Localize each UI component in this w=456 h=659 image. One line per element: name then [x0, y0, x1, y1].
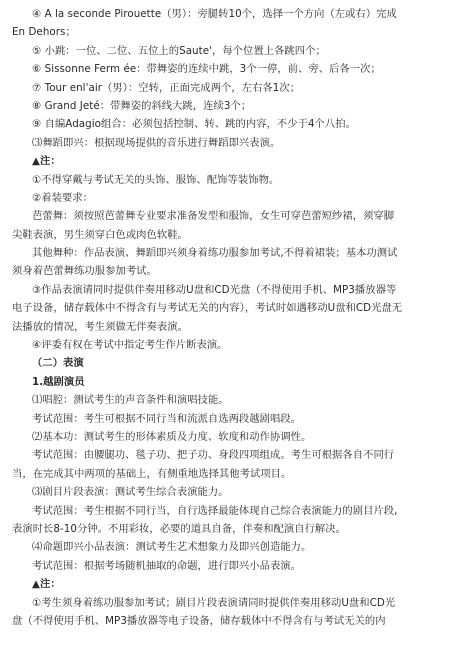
text-line: ▲注：: [32, 155, 61, 168]
text-line: ⑦ Tour enl'air（男）：空转，正面完成两个，左右各1次；: [32, 81, 301, 94]
text-line: 电子设备，储存载体中不得含有与考试无关的内容），考试时如遇移动U盘和CD光盘无: [12, 302, 403, 315]
text-line: ⑶舞蹈即兴：根据现场提供的音乐进行舞蹈即兴表演。: [32, 136, 281, 149]
text-line: 考试范围：根据考场随机抽取的命题，进行即兴小品表演。: [32, 559, 302, 572]
text-line: 芭蕾舞：须按照芭蕾舞专业要求准备发型和服饰，女生可穿芭蕾短纱裙，须穿脚: [32, 210, 395, 223]
text-line: 考试范围：考生根据不同行当，自行选择最能体现自己综合表演能力的剧目片段,: [32, 504, 398, 517]
text-line: ②着装要求：: [32, 191, 94, 204]
text-line: ⑥ Sissonne Ferm ée：带舞姿的连续中跳，3个一停，前、旁、后各一次；: [32, 63, 381, 76]
text-line: 须身着芭蕾舞练功服参加考试。: [12, 265, 157, 278]
text-line: 法播放的情况，考生须做无伴奏表演。: [12, 320, 188, 333]
text-line: 尖鞋表演，男生须穿白色或肉色软鞋。: [12, 228, 188, 241]
text-line: ⑵基本功：测试考生的形体素质及力度、软度和动作协调性。: [32, 430, 312, 443]
text-line: ⑨ 自编Adagio组合：必须包括控制、转、跳的内容，不少于4个八拍。: [32, 118, 356, 131]
text-line: 当，在完成其中两项的基础上，有侧重地选择其他考试项目。: [12, 467, 292, 480]
text-line: ⑴唱腔：测试考生的声音条件和演唱技能。: [32, 394, 229, 407]
text-line: ④ A la seconde Pirouette（男）：旁腿转10个，选择一个方向（左或右）完成: [32, 8, 397, 20]
text-line: ⑶剧目片段表演：测试考生综合表演能力。: [32, 486, 229, 499]
text-line: 盘（不得使用手机、MP3播放器等电子设备，储存载体中不得含有与考试无关的内: [12, 614, 386, 627]
text-line: ⑧ Grand Jeté：带舞姿的斜线大跳，连续3个；: [32, 99, 252, 112]
text-line: 考试范围：由腰腿功、毯子功、把子功、身段四项组成。考生可根据各自不同行: [32, 449, 395, 462]
note-heading: ▲注：: [32, 578, 61, 591]
text-line: ①考生须身着练功服参加考试；剧目片段表演请同时提供伴奏用移动U盘和CD光: [32, 596, 396, 609]
text-line: ①不得穿戴与考试无关的头饰、服饰、配饰等装饰物。: [32, 173, 280, 186]
text-line: 表演时长8-10分钟。不用彩妆，必要的道具自备，伴奏和配演自行解决。: [12, 522, 346, 535]
text-line: ④评委有权在考试中指定考生作片断表演。: [32, 339, 228, 352]
text-line: ③作品表演请同时提供伴奏用移动U盘和CD光盘（不得使用手机、MP3播放器等: [32, 283, 397, 296]
text-line: En Dehors；: [12, 26, 76, 39]
text-line: 其他舞种：作品表演、舞蹈即兴须身着练功服参加考试,不得着裙装；基本功测试: [32, 247, 398, 260]
text-line: 考试范围：考生可根据不同行当和流派自选两段越剧唱段。: [32, 412, 302, 425]
section-heading: （二）表演: [32, 357, 84, 370]
text-line: ⑤ 小跳：一位、二位、五位上的Saute'，每个位置上各跳四个；: [32, 44, 326, 57]
subsection-heading: 1.越剧演员: [32, 375, 85, 388]
text-line: ⑷命题即兴小品表演：测试考生艺术想象力及即兴创造能力。: [32, 541, 312, 554]
